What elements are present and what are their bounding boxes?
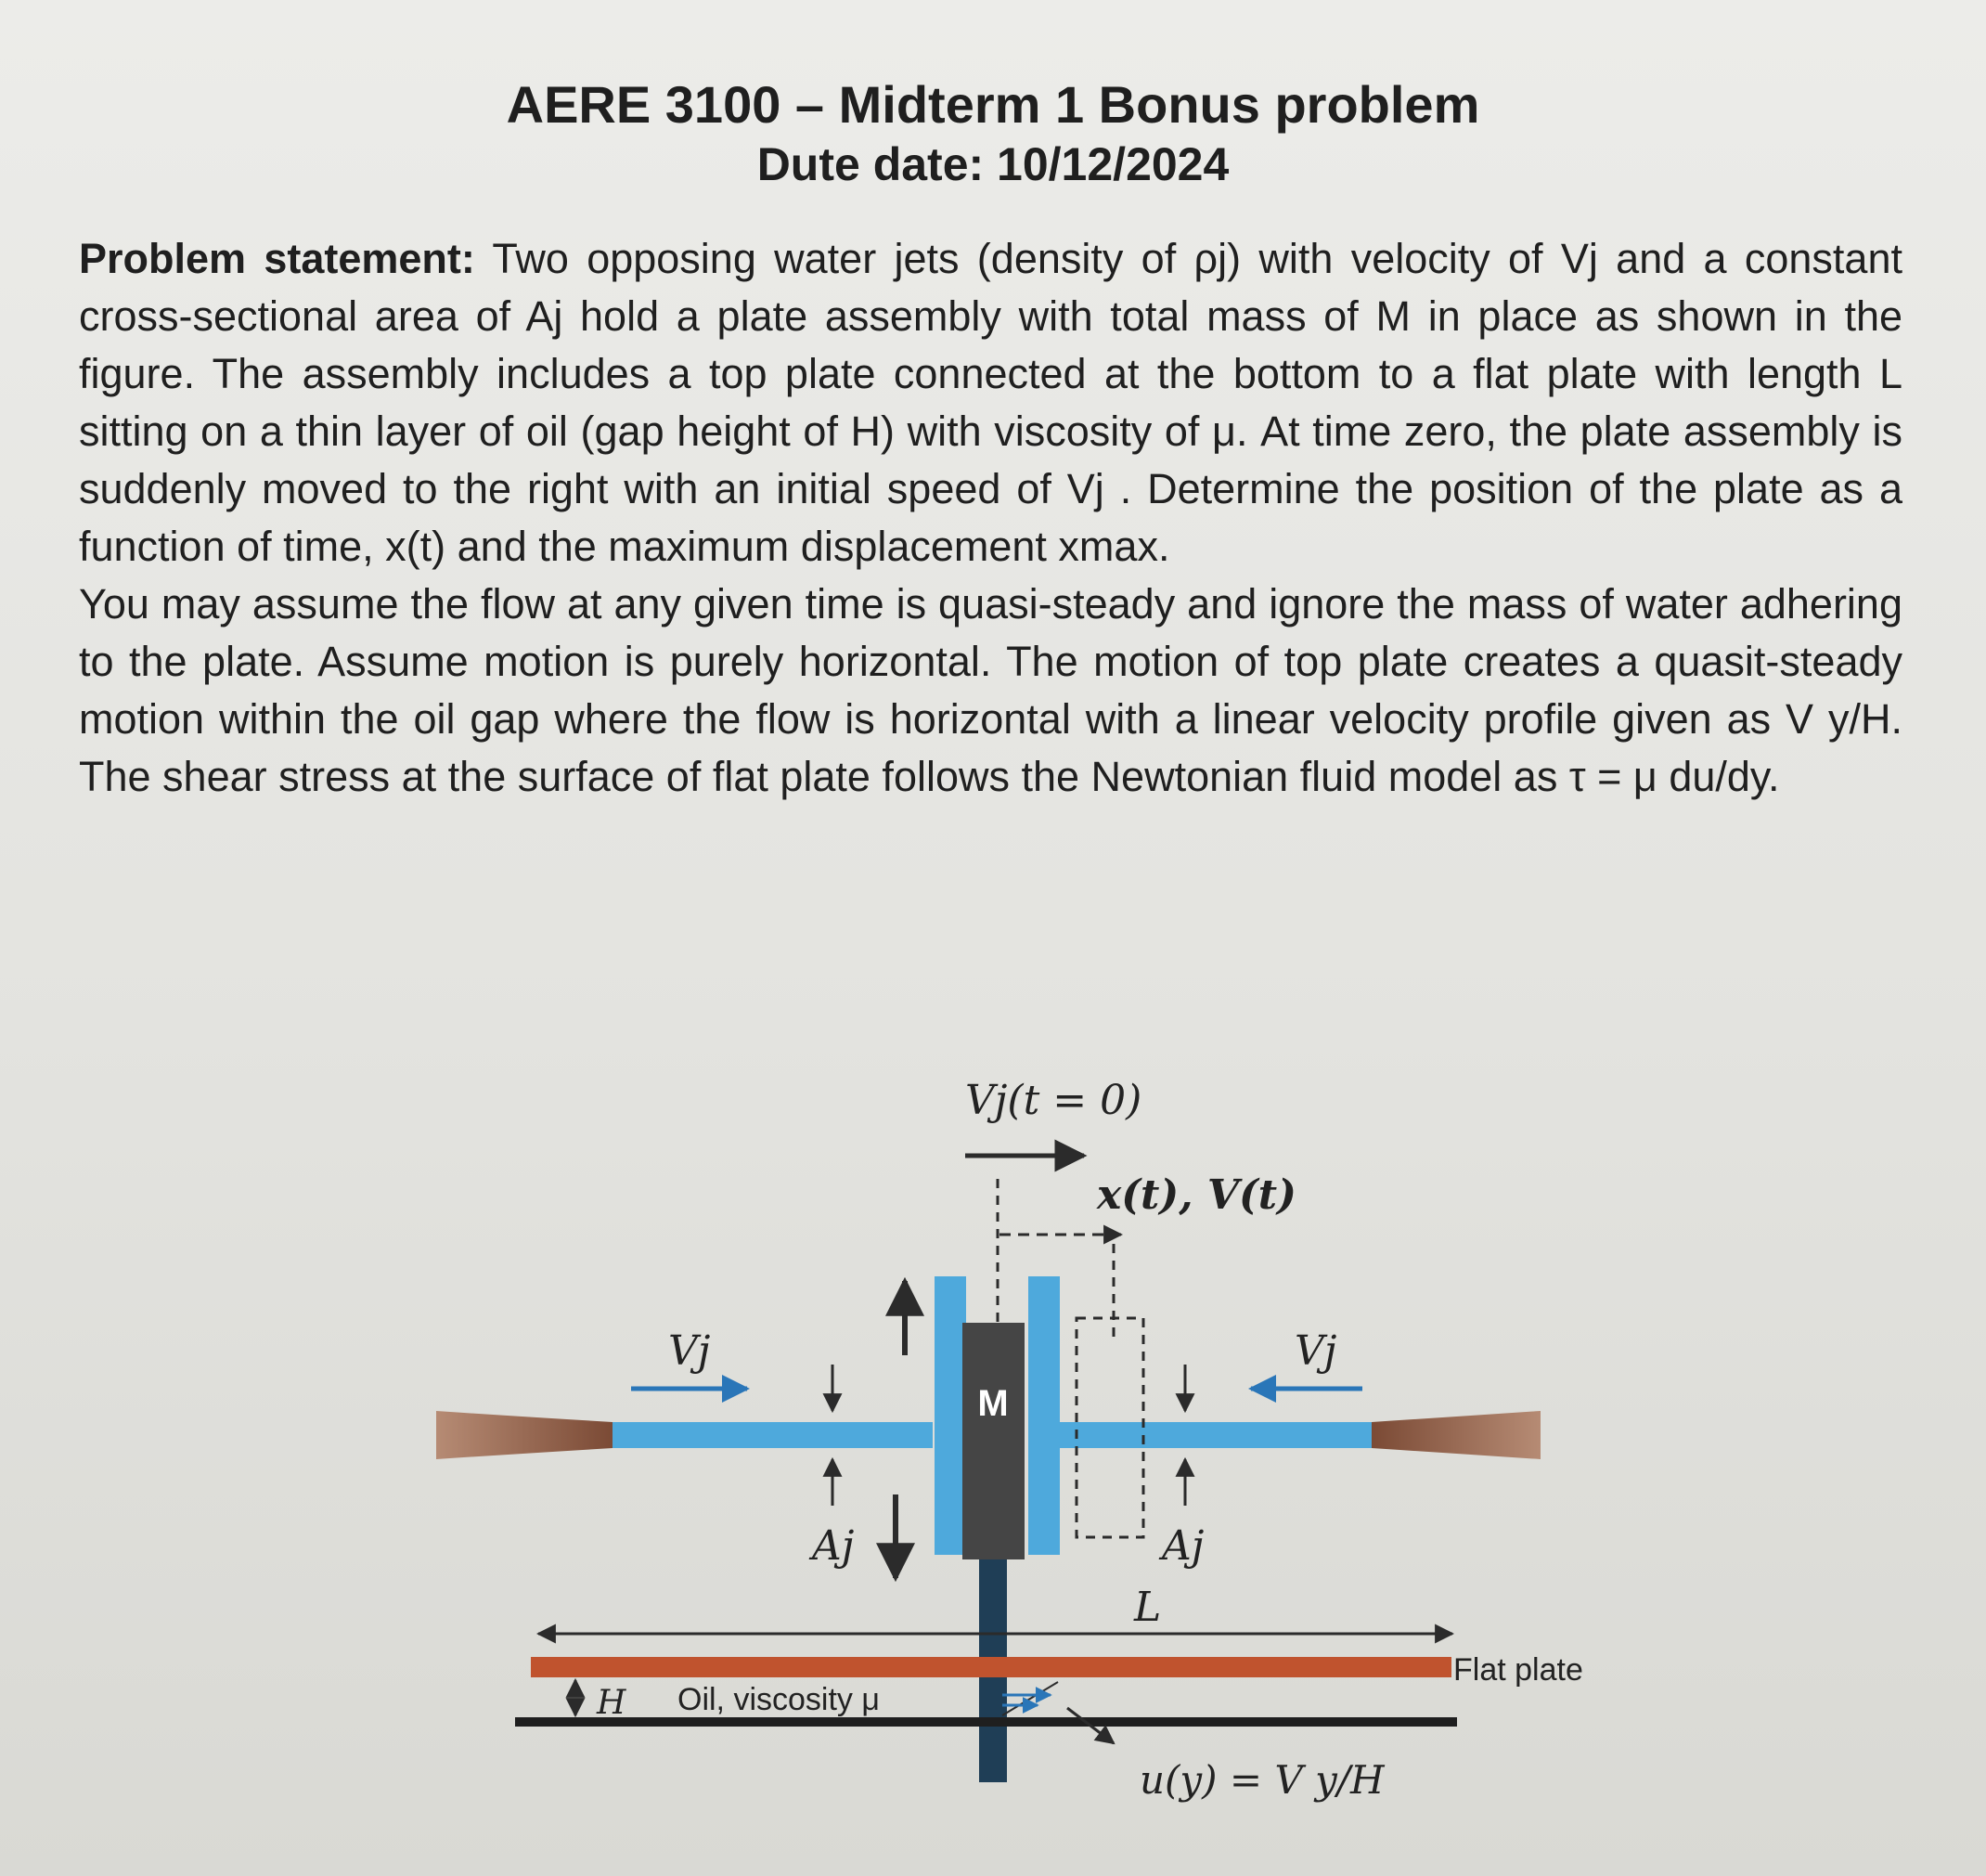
right-nozzle [1372,1411,1541,1459]
mass-label: M [977,1383,1009,1424]
mass-block [962,1323,1025,1559]
flat-plate-label: Flat plate [1453,1652,1583,1688]
velocity-profile-label: u(y) = V y/H [1140,1757,1385,1803]
initial-velocity-label: Vj(t = 0) [965,1077,1142,1124]
right-jet-velocity-label: Vj [1295,1327,1337,1375]
position-velocity-label: x(t), V(t) [1097,1171,1296,1219]
right-area-label: Aj [1162,1522,1205,1570]
right-water-jet [1056,1422,1372,1448]
statement-label: Problem statement: [79,235,475,282]
document-title: AERE 3100 – Midterm 1 Bonus problem [506,75,1480,134]
length-label: L [1134,1584,1162,1631]
left-area-label: Aj [812,1522,855,1570]
due-date: Dute date: 10/12/2024 [756,138,1230,190]
statement-paragraph-2: You may assume the flow at any given time is quasi-steady and ignore the mass of water adhering to the plate. Assume motion is purely horizontal. The motion of top plate creates a quasit-steady motion within the oil gap where the flow is horizontal with a linear velocity profile given as V y/H. The shear stress at the surface of flat plate follows the Newtonian fluid model as τ = μ du/dy. [79,580,1902,800]
ground-surface [515,1717,1457,1727]
splash-plate-right [1028,1276,1060,1555]
statement-body: Two opposing water jets (density of ρj) with velocity of Vj and a constant cross-sectional area of Aj hold a plate assembly with total mass of M in place as shown in the figure. The assembly includes a top plate connected at the bottom to a flat plate with length L sitting on a thin layer of oil (gap height of H) with viscosity of μ. At time zero, the plate assembly is suddenly moved to the right with an initial speed of Vj . Determine the position of the plate as a function of time, x(t) and the maximum displacement xmax. [79,235,1902,570]
problem-statement [79,230,1902,806]
left-nozzle [436,1411,613,1459]
oil-label: Oil, viscosity μ [677,1682,880,1717]
flat-plate [531,1657,1451,1677]
problem-figure [0,1058,1986,1876]
left-water-jet [613,1422,933,1448]
statement-paragraph-1 [79,230,1902,576]
gap-label: H [597,1684,626,1722]
splash-plate-left [935,1276,966,1555]
left-jet-velocity-label: Vj [668,1327,711,1375]
velocity-profile-line [1002,1682,1058,1715]
